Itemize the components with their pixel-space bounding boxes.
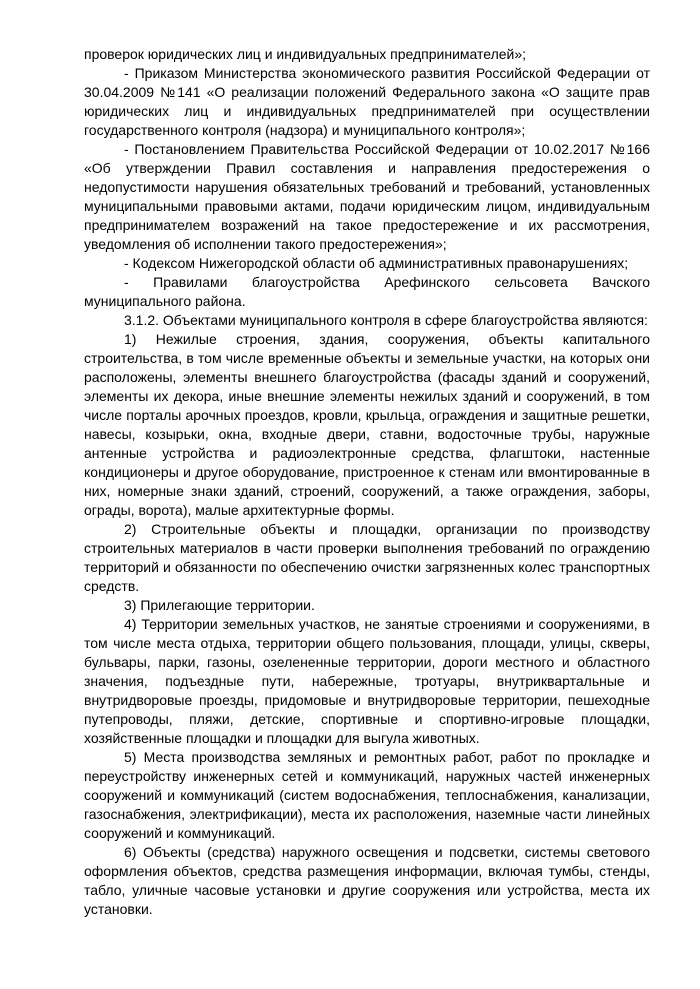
list-item-2: 2) Строительные объекты и площадки, организации по производству строительных материалов в части проверки выполнения требований по ограждению территорий и обязанности по обеспечению очистки загрязненных колес транспортных средств. [84,521,650,594]
paragraph-section-3-1-2: 3.1.2. Объектами муниципального контроля в сфере благоустройства являются: [124,312,648,328]
list-item-3: 3) Прилегающие территории. [124,597,315,613]
list-item-1: 1) Нежилые строения, здания, сооружения, объекты капитального строительства, в том числе временные объекты и земельные участки, на которых они расположены, элементы внешнего благоустройства (фасады зданий и сооружений, элементы их декора, иные внешние элементы нежилых зданий и сооружений, в том числе порталы арочных проездов, кровли, крыльца, ограждения и защитные решетки, навесы, козырьки, окна, входные двери, ставни, водосточные трубы, наружные антенные устройства и радиоэлектронные средства, флагштоки, настенные кондиционеры и другое оборудование, пристроенное к стенам или вмонтированные в них, номерные знаки зданий, строений, сооружений, а также ограждения, заборы, ограды, ворота), малые архитектурные формы. [84,331,650,518]
list-item-6: 6) Объекты (средства) наружного освещения и подсветки, системы светового оформления объектов, средства размещения информации, включая тумбы, стенды, табло, уличные часовые установки и другие сооружения или устройства, места их установки. [84,844,650,917]
paragraph-continuation: проверок юридических лиц и индивидуальных предпринимателей»; [84,46,527,62]
paragraph-resolution-166: - Постановлением Правительства Российской Федерации от 10.02.2017 №166 «Об утверждении Правил составления и направления предостережения о недопустимости нарушения обязательных требований и требований, установленных муниципальными правовыми актами, подачи юридическим лицом, индивидуальным предпринимателем возражений на такое предостережение и их рассмотрения, уведомления об исполнении такого предостережения»; [84,141,650,252]
document-page [84,45,650,919]
paragraph-order-141: - Приказом Министерства экономического развития Российской Федерации от 30.04.2009 №141 «О реализации положений Федерального закона «О защите прав юридических лиц и индивидуальных предпринимателей при осуществлении государственного контроля (надзора) и муниципального контроля»; [84,65,650,138]
list-item-4: 4) Территории земельных участков, не занятые строениями и сооружениями, в том числе места отдыха, территории общего пользования, площади, улицы, скверы, бульвары, парки, газоны, озелененные территории, дороги местного и областного значения, подъездные пути, набережные, тротуары, внутриквартальные и внутридворовые проезды, придомовые и внутридворовые территории, пешеходные путепроводы, пляжи, детские, спортивные и спортивно-игровые площадки, хозяйственные площадки и площадки для выгула животных. [84,616,650,746]
paragraph-improvement-rules: - Правилами благоустройства Арефинского сельсовета Вачского муниципального района. [84,274,650,309]
paragraph-regional-code: - Кодексом Нижегородской области об административных правонарушениях; [124,255,629,271]
list-item-5: 5) Места производства земляных и ремонтных работ, работ по прокладке и переустройству инженерных сетей и коммуникаций, наружных частей инженерных сооружений и коммуникаций (систем водоснабжения, теплоснабжения, канализации, газоснабжения, электрификации), места их расположения, наземные части линейных сооружений и коммуникаций. [84,749,650,841]
